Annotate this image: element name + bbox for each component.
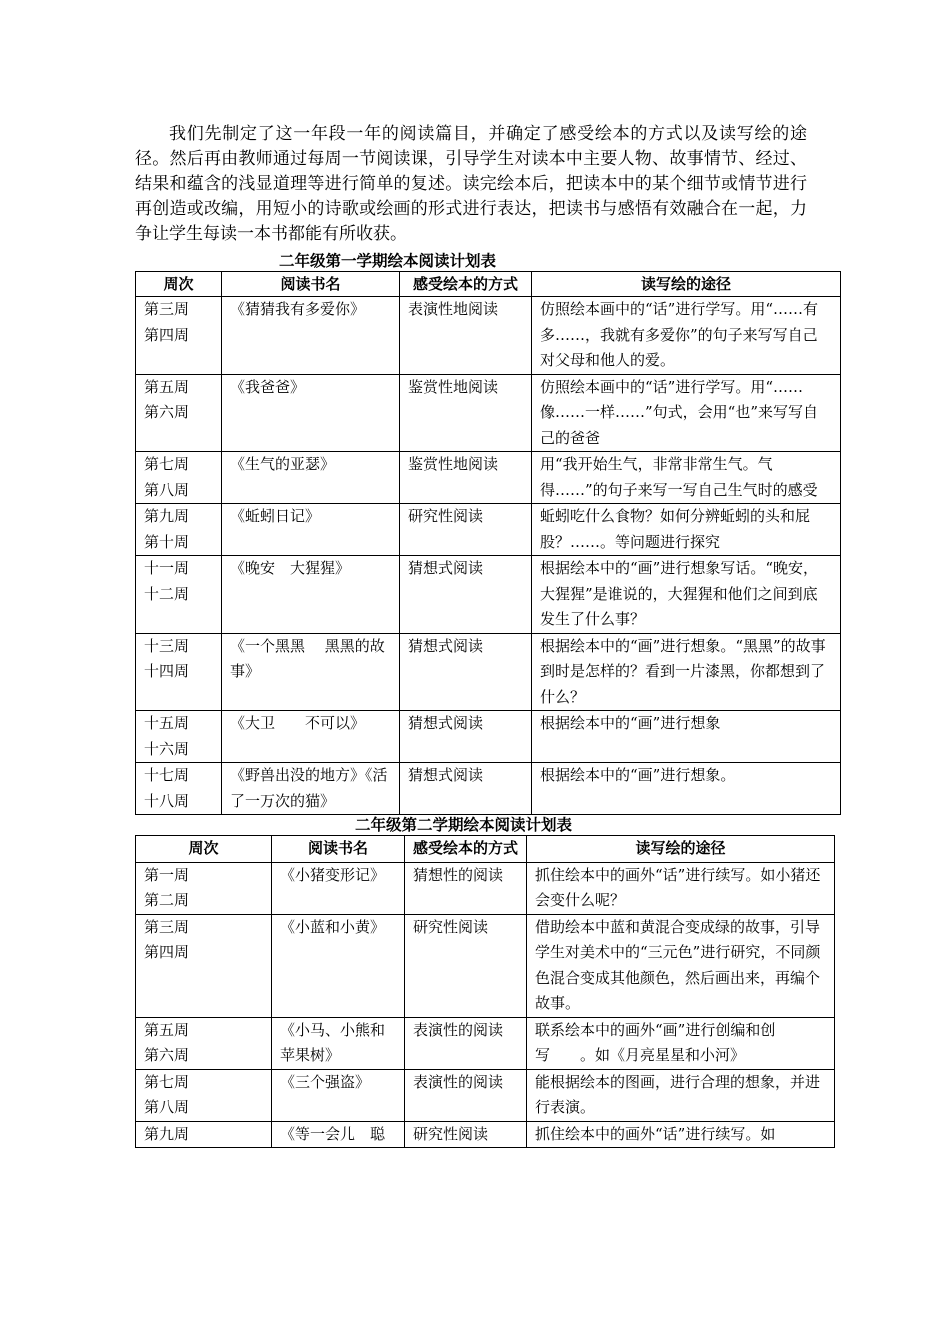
cell-path: 仿照绘本画中的“话”进行学写。用“……有多……，我就有多爱你”的句子来写写自己对父母和他人的爱。 <box>532 297 841 375</box>
cell-book: 《一个黑黑 黑黑的故事》 <box>222 633 400 711</box>
week-label: 十四周 <box>144 662 190 680</box>
cell-path: 根据绘本中的“画”进行想象。 <box>532 763 841 815</box>
cell-book: 《生气的亚瑟》 <box>222 452 400 504</box>
table-header-row <box>136 272 841 297</box>
cell-week <box>136 452 222 504</box>
week-label: 第三周 <box>144 917 190 936</box>
table-row <box>136 862 835 914</box>
week-label: 第八周 <box>144 480 190 499</box>
week-label: 十七周 <box>144 766 190 784</box>
cell-book: 《蚯蚓日记》 <box>222 504 400 556</box>
cell-path: 联系绘本中的画外“画”进行创编和创写 。如《月亮星星和小河》 <box>527 1017 835 1069</box>
week-label: 十一周 <box>144 559 190 577</box>
header-path: 读写绘的途径 <box>527 836 835 863</box>
table-row <box>136 633 841 711</box>
cell-method: 猜想性的阅读 <box>405 862 527 914</box>
cell-week <box>136 374 222 452</box>
week-label: 十八周 <box>144 791 190 810</box>
reading-plan-table-semester1 <box>135 271 841 815</box>
table-header-row <box>136 836 835 863</box>
week-label: 第七周 <box>144 455 190 473</box>
week-label: 第七周 <box>144 1072 190 1091</box>
cell-path: 能根据绘本的图画，进行合理的想象，并进行表演。 <box>527 1069 835 1121</box>
cell-week <box>136 862 272 914</box>
table-row <box>136 914 835 1017</box>
header-week: 周次 <box>136 272 222 297</box>
cell-path: 抓住绘本中的画外“话”进行续写。如 <box>527 1121 835 1148</box>
week-label: 十三周 <box>144 636 190 655</box>
week-label: 第六周 <box>144 403 190 421</box>
cell-path: 根据绘本中的“画”进行想象 <box>532 711 841 763</box>
cell-method: 猜想式阅读 <box>400 711 532 763</box>
cell-method: 研究性阅读 <box>400 504 532 556</box>
cell-method: 猜想式阅读 <box>400 633 532 711</box>
cell-path: 根据绘本中的“画”进行想象。“黑黑”的故事到时是怎样的？看到一片漆黑，你都想到了什么？ <box>532 633 841 711</box>
cell-method: 表演性地阅读 <box>400 297 532 375</box>
table-row <box>136 1069 835 1121</box>
cell-method: 表演性的阅读 <box>405 1069 527 1121</box>
cell-book: 《晚安 大猩猩》 <box>222 556 400 634</box>
week-label: 第四周 <box>144 325 190 344</box>
table-row <box>136 711 841 763</box>
table-row <box>136 452 841 504</box>
table2-body <box>136 862 835 1148</box>
cell-book: 《三个强盗》 <box>272 1069 405 1121</box>
cell-method: 猜想式阅读 <box>400 556 532 634</box>
cell-week <box>136 1069 272 1121</box>
week-label: 第十周 <box>144 532 190 551</box>
cell-book: 《小蓝和小黄》 <box>272 914 405 1017</box>
cell-method: 研究性阅读 <box>405 1121 527 1148</box>
table-row <box>136 1017 835 1069</box>
week-label: 第四周 <box>144 943 190 961</box>
cell-book: 《大卫 不可以》 <box>222 711 400 763</box>
table1-body <box>136 297 841 815</box>
header-method: 感受绘本的方式 <box>405 836 527 863</box>
cell-book: 《野兽出没的地方》《活了一万次的猫》 <box>222 763 400 815</box>
week-label: 第九周 <box>144 507 190 525</box>
week-label: 十六周 <box>144 739 190 758</box>
cell-book: 《等一会儿 聪 <box>272 1121 405 1148</box>
cell-method: 表演性的阅读 <box>405 1017 527 1069</box>
table-row <box>136 297 841 375</box>
cell-path: 蚯蚓吃什么食物？如何分辨蚯蚓的头和屁股？……。等问题进行探究 <box>532 504 841 556</box>
table2-title: 二年级第二学期绘本阅读计划表 <box>355 816 573 834</box>
week-label: 十二周 <box>144 584 190 603</box>
cell-book: 《猜猜我有多爱你》 <box>222 297 400 375</box>
cell-path: 根据绘本中的“画”进行想象写话。“晚安，大猩猩”是谁说的，大猩猩和他们之间到底发生了什么事？ <box>532 556 841 634</box>
document-page <box>135 122 840 1148</box>
cell-method: 研究性阅读 <box>405 914 527 1017</box>
table-row <box>136 504 841 556</box>
cell-method: 猜想式阅读 <box>400 763 532 815</box>
week-label: 十五周 <box>144 714 190 732</box>
cell-week <box>136 711 222 763</box>
cell-method: 鉴赏性地阅读 <box>400 374 532 452</box>
cell-week <box>136 633 222 711</box>
cell-week <box>136 556 222 634</box>
week-label: 第二周 <box>144 891 190 909</box>
header-book: 阅读书名 <box>222 272 400 297</box>
table-row <box>136 1121 835 1148</box>
cell-week <box>136 504 222 556</box>
cell-week <box>136 297 222 375</box>
table-row <box>136 374 841 452</box>
cell-week <box>136 1017 272 1069</box>
table1-title: 二年级第一学期绘本阅读计划表 <box>279 252 497 270</box>
cell-path: 用“我开始生气，非常非常生气。气得……”的句子来写一写自己生气时的感受 <box>532 452 841 504</box>
week-label: 第一周 <box>144 865 190 884</box>
cell-book: 《小马、小熊和苹果树》 <box>272 1017 405 1069</box>
cell-path: 借助绘本中蓝和黄混合变成绿的故事，引导学生对美术中的“三元色”进行研究，不同颜色混合变成其他颜色，然后画出来，再编个故事。 <box>527 914 835 1017</box>
header-week: 周次 <box>136 836 272 863</box>
cell-book: 《小猪变形记》 <box>272 862 405 914</box>
reading-plan-table-semester2 <box>135 835 835 1148</box>
cell-week <box>136 914 272 1017</box>
week-label: 第五周 <box>144 1020 190 1039</box>
cell-path: 抓住绘本中的画外“话”进行续写。如小猪还会变什么呢？ <box>527 862 835 914</box>
cell-book: 《我爸爸》 <box>222 374 400 452</box>
week-label: 第八周 <box>144 1098 190 1116</box>
week-label: 第九周 <box>144 1124 190 1143</box>
cell-method: 鉴赏性地阅读 <box>400 452 532 504</box>
cell-path: 仿照绘本画中的“话”进行学写。用“……像……一样……”句式，会用“也”来写写自己的爸爸 <box>532 374 841 452</box>
intro-paragraph: 我们先制定了这一年段一年的阅读篇目，并确定了感受绘本的方式以及读写绘的途径。然后再由教师通过每周一节阅读课，引导学生对读本中主要人物、故事情节、经过、结果和蕴含的浅显道理等进行简单的复述。读完绘本后，把读本中的某个细节或情节进行再创造或改编，用短小的诗歌或绘画的形式进行表达，把读书与感悟有效融合在一起，力争让学生每读一本书都能有所收获。 <box>135 124 807 244</box>
header-book: 阅读书名 <box>272 836 405 863</box>
header-path: 读写绘的途径 <box>532 272 841 297</box>
table-row <box>136 556 841 634</box>
week-label: 第三周 <box>144 300 190 318</box>
table-row <box>136 763 841 815</box>
week-label: 第五周 <box>144 377 190 396</box>
header-method: 感受绘本的方式 <box>400 272 532 297</box>
cell-week <box>136 763 222 815</box>
cell-week <box>136 1121 272 1148</box>
week-label: 第六周 <box>144 1046 190 1064</box>
